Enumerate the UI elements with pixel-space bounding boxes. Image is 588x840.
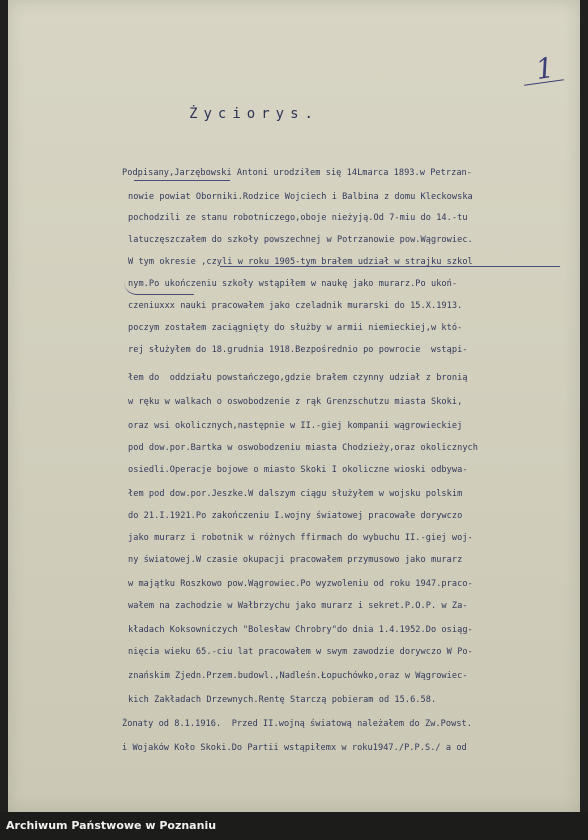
text-line: kładach Koksowniczych "Bolesław Chrobry"do dnia 1.4.1952.Do osiąg- <box>128 625 473 635</box>
archive-name-label: Archiwum Państwowe w Poznaniu <box>6 819 217 832</box>
text-line: rej służyłem do 18.grudnia 1918.Bezpośrednio po powrocie wstąpi- <box>128 345 468 355</box>
text-line: latuczęszczałem do szkoły powszechnej w Potrzanowie pow.Wągrowiec. <box>128 235 473 245</box>
text-line: W tym okresie ,czyli w roku 1905-tym brałem udział w strajku szkol <box>128 257 473 267</box>
text-line: nowie powiat Oborniki.Rodzice Wojciech i Balbina z domu Kleckowska <box>128 192 473 202</box>
text-line: i Wojaków Koło Skoki.Do Partii wstąpiłemx w roku1947./P.P.S./ a od <box>122 743 467 753</box>
handwritten-underline <box>134 180 230 181</box>
text-line: łem do oddziału powstańczego,gdzie brałem czynny udział z bronią <box>128 373 468 383</box>
text-line: oraz wsi okolicznych,następnie w II.-giej kompanii wągrowieckiej <box>128 421 463 431</box>
text-line: kich Zakładach Drzewnych.Rentę Starczą pobieram od 15.6.58. <box>128 695 437 705</box>
text-line: łem pod dow.por.Jeszke.W dalszym ciągu służyłem w wojsku polskim <box>128 489 463 499</box>
text-line: Podpisany,Jarzębowski Antoni urodziłem się 14Lmarca 1893.w Petrzan- <box>122 168 472 178</box>
handwritten-page-number: 1 <box>533 50 557 87</box>
text-line: w majątku Roszkowo pow.Wągrowiec.Po wyzwoleniu od roku 1947.praco- <box>128 579 473 589</box>
handwritten-curve-mark <box>124 282 194 295</box>
text-line: Żonaty od 8.1.1916. Przed II.wojną światową należałem do Zw.Powst. <box>122 719 472 729</box>
text-line: poczym zostałem zaciągnięty do służby w armii niemieckiej,w któ- <box>128 323 463 333</box>
document-title: Życiorys. <box>189 106 319 122</box>
text-line: czeniuxxx nauki pracowałem jako czeladnik murarski do 15.X.1913. <box>128 301 463 311</box>
text-line: jako murarz i robotnik w różnych ffirmach do wybuchu II.-giej woj- <box>128 533 473 543</box>
text-line: ny światowej.W czasie okupacji pracowałem przymusowo jako murarz <box>128 555 463 565</box>
text-line: osiedli.Operacje bojowe o miasto Skoki I okoliczne wioski odbywa- <box>128 465 468 475</box>
document-page <box>8 0 580 812</box>
text-line: znańskim Zjedn.Przem.budowl.,Nadleśn.Łopuchówko,oraz w Wągrowiec- <box>128 671 468 681</box>
handwritten-underline <box>220 266 560 267</box>
text-line: do 21.I.1921.Po zakończeniu I.wojny światowej pracowałe dorywczo <box>128 511 463 521</box>
text-line: w ręku w walkach o oswobodzenie z rąk Grenzschutzu miasta Skoki, <box>128 397 463 407</box>
text-line: wałem na zachodzie w Wałbrzychu jako murarz i sekret.P.O.P. w Za- <box>128 601 468 611</box>
text-line: pod dow.por.Bartka w oswobodzeniu miasta Chodzieży,oraz okolicznych <box>128 443 478 453</box>
text-line: nięcia wieku 65.-ciu lat pracowałem w swym zawodzie dorywczo W Po- <box>128 647 473 657</box>
text-line: pochodzili ze stanu robotniczego,oboje nieżyją.Od 7-miu do 14.-tu <box>128 213 468 223</box>
text-line: nym.Po ukończeniu szkoły wstąpiłem w naukę jako murarz.Po ukoń- <box>128 279 458 289</box>
